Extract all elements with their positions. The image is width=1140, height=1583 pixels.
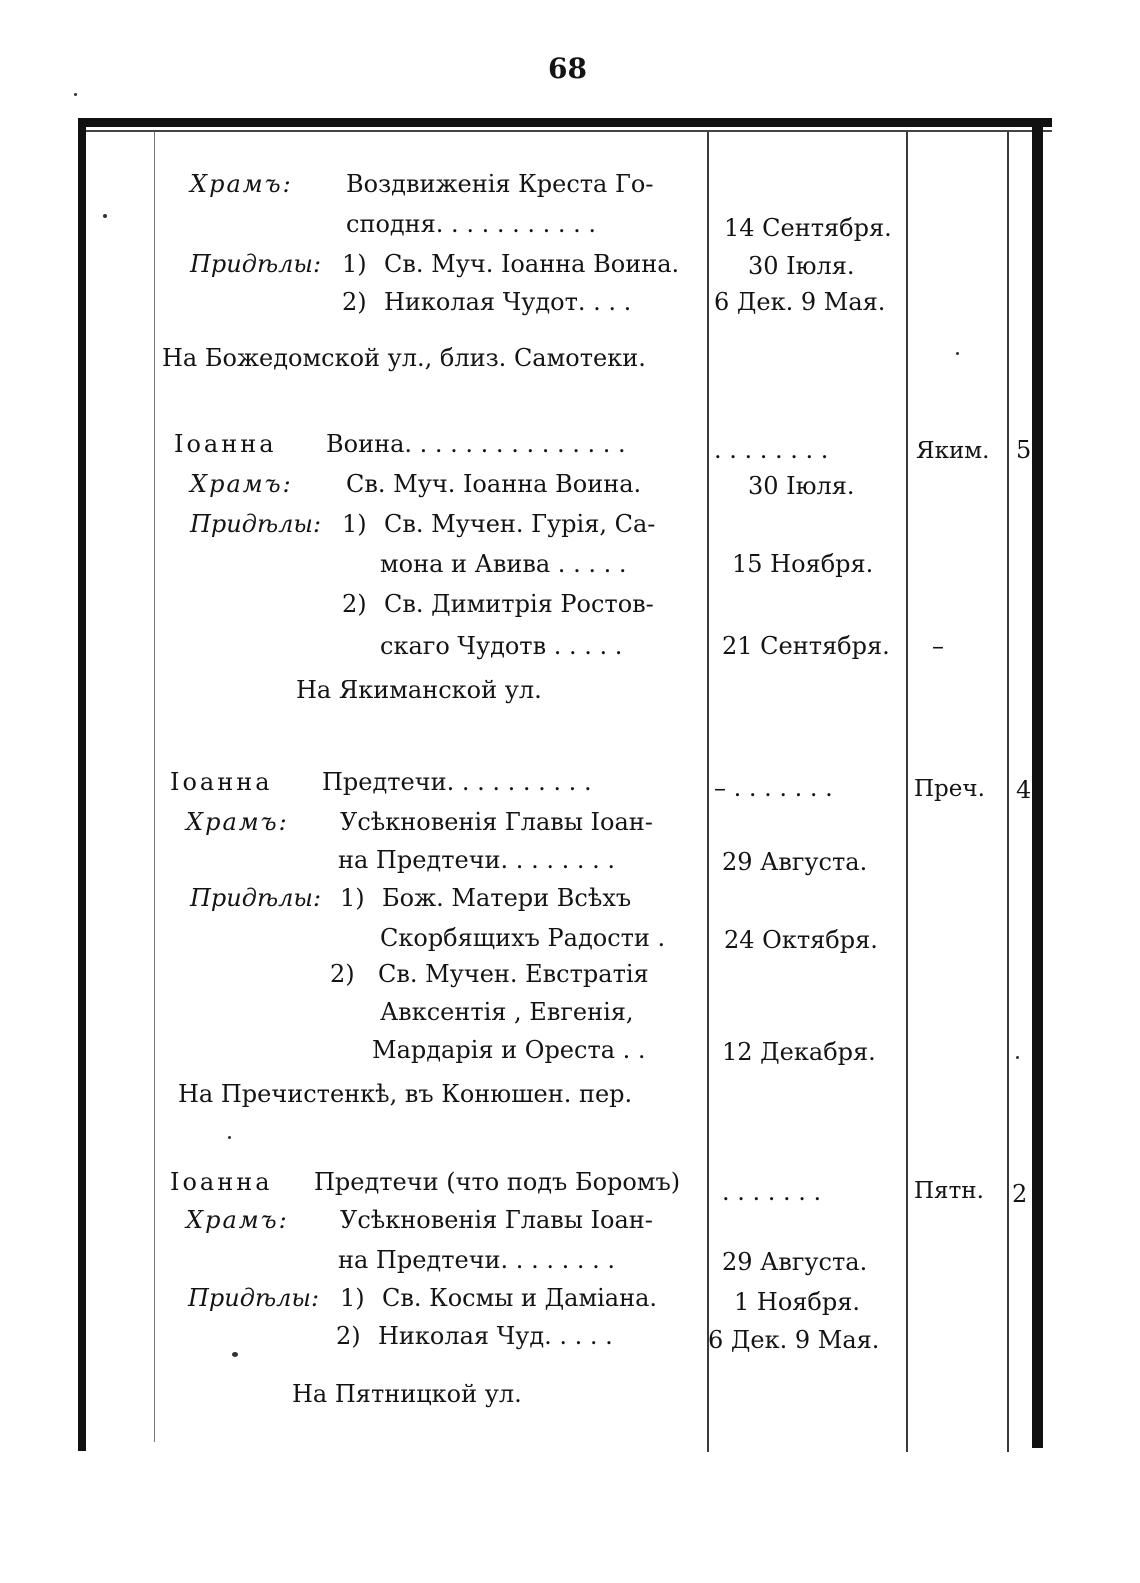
temple-label: Храмъ: [190,470,293,498]
print-speck [956,352,959,355]
date-leader: . . . . . . . . [714,436,829,464]
column-rule-1 [154,132,155,1442]
print-speck [228,1136,231,1139]
entry-text: Николая Чудот. . . . [384,288,632,316]
top-rule [78,118,1052,127]
feast-date: 12 Декабря. [722,1038,876,1066]
location: На Божедомской ул., близ. Самотеки. [162,344,646,372]
chapels-label: Придѣлы: [188,1284,320,1312]
district: Яким. [916,438,990,464]
left-rule [78,118,86,1451]
chapels-label: Придѣлы: [190,510,322,538]
feast-date: 6 Дек. 9 Мая. [708,1326,880,1354]
temple-label: Храмъ: [190,170,293,198]
print-speck [232,1352,238,1357]
entry-text: Св. Космы и Даміана. [382,1284,658,1312]
church-name-rest: Предтечи (что подъ Боромъ) [314,1168,681,1196]
entry-text: мона и Авива . . . . . [380,550,627,578]
church-name-rest: Предтечи. . . . . . . . . . [322,768,592,796]
chapel-number: 1) [342,510,367,538]
entry-text: Усѣкновенія Главы Іоан- [340,808,653,836]
entry-text: на Предтечи. . . . . . . . [338,1246,615,1274]
entry-text: Авксентія , Евгенія, [380,998,634,1026]
chapels-label: Придѣлы: [190,884,322,912]
parish-number: 5 [1016,436,1032,464]
entry-text: Св. Димитрія Ростов- [384,590,654,618]
entry-text: Воздвиженія Креста Го- [346,170,654,198]
location: На Пречистенкѣ, въ Конюшен. пер. [178,1080,633,1108]
chapel-number: 1) [342,250,367,278]
entry-text: Св. Мучен. Евстратія [378,960,649,988]
feast-date: 6 Дек. 9 Мая. [714,288,886,316]
entry-text: Св. Муч. Іоанна Воина. [346,470,642,498]
chapels-label: Придѣлы: [190,250,322,278]
chapel-number: 1) [340,884,365,912]
entry-text: Св. Мучен. Гурія, Са- [384,510,656,538]
entry-text: Николая Чуд. . . . . [378,1322,613,1350]
district: Преч. [914,776,985,802]
entry-text: Скорбящихъ Радости . [380,924,666,952]
print-speck [103,214,107,218]
entry-text: на Предтечи. . . . . . . . [338,846,615,874]
entry-text: сподня. . . . . . . . . . . [346,210,597,238]
temple-label: Храмъ: [186,1206,289,1234]
church-name: Іоанна [170,768,273,796]
feast-date: 29 Августа. [722,1248,868,1276]
chapel-number: 2) [336,1322,361,1350]
chapel-number: 2) [342,590,367,618]
entry-text: Усѣкновенія Главы Іоан- [340,1206,653,1234]
entry-text: Св. Муч. Іоанна Воина. [384,250,680,278]
parish-number: 2 [1012,1180,1028,1208]
page-number: 68 [548,52,587,85]
feast-date: 1 Ноября. [734,1288,860,1316]
feast-date: 24 Октября. [724,926,878,954]
feast-date: 29 Августа. [722,848,868,876]
district: Пятн. [914,1178,984,1204]
parish-number: 4 [1016,776,1032,804]
feast-date: 30 Іюля. [748,472,855,500]
feast-date: 21 Сентября. [722,632,890,660]
feast-date: 14 Сентября. [724,214,892,242]
column-rule-4 [1007,132,1009,1452]
chapel-number: 2) [330,960,355,988]
chapel-number: 1) [340,1284,365,1312]
print-speck [1016,1056,1019,1059]
chapel-number: 2) [342,288,367,316]
date-leader: – . . . . . . . [714,774,833,802]
entry-text: скаго Чудотв . . . . . [380,632,623,660]
church-name: Іоанна [174,430,277,458]
feast-date: 15 Ноября. [732,550,874,578]
print-speck [74,93,77,96]
column-rule-2 [707,132,709,1452]
right-rule [1032,118,1043,1448]
date-leader: . . . . . . . [722,1178,822,1206]
location: На Пятницкой ул. [292,1380,522,1408]
church-name: Іоанна [170,1168,273,1196]
feast-date: 30 Іюля. [748,252,855,280]
column-rule-3 [906,132,908,1452]
location: На Якиманской ул. [296,676,542,704]
entry-text: Мардарія и Ореста . . [372,1036,646,1064]
dash-mark: – [932,632,944,660]
temple-label: Храмъ: [186,808,289,836]
entry-text: Бож. Матери Всѣхъ [382,884,632,912]
church-name-rest: Воина. . . . . . . . . . . . . . . [326,430,626,458]
